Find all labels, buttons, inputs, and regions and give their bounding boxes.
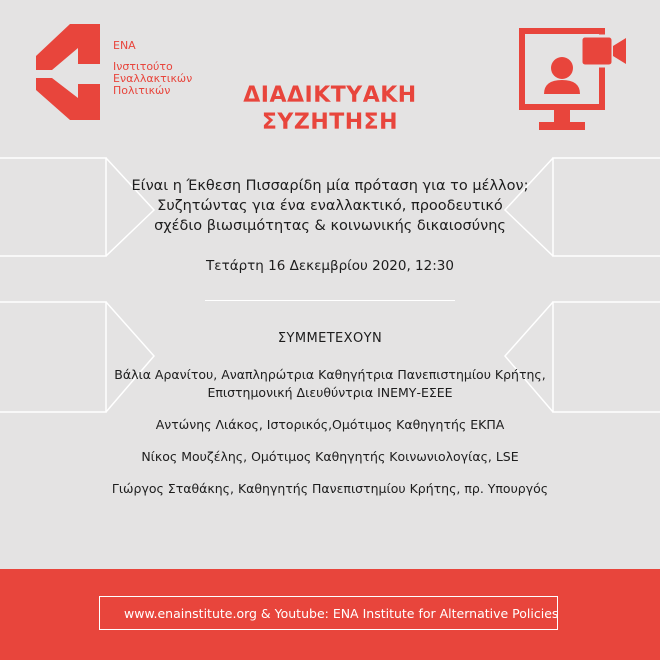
footer-link-box[interactable] [99, 596, 558, 630]
organization-acronym: ΕΝΑ [113, 39, 136, 52]
participant-role: Ομότιμος Καθηγητής Κοινωνιολογίας, LSE [251, 449, 519, 464]
participants-list [0, 366, 660, 512]
participant-role: Καθηγητής Πανεπιστημίου Κρήτης, πρ. Υπουργός [237, 481, 549, 496]
participant-role: Αναπληρώτρια Καθηγήτρια Πανεπιστημίου Κρήτης, [221, 367, 546, 382]
organization-name-line-3: Πολιτικών [113, 84, 171, 97]
participant-1: Βάλια Αρανίτου, Αναπληρώτρια Καθηγήτρια Πανεπιστημίου Κρήτης, Επιστημονική Διευθύντρια ΙΝΕΜΥ-ΕΣΕΕ [0, 366, 660, 402]
event-title-line-2: ΣΥΖΗΤΗΣΗ [261, 110, 399, 135]
divider [205, 300, 455, 301]
question-line-3: σχέδιο βιωσιμότητας & κοινωνικής δικαιοσύνης [154, 218, 506, 234]
discussion-question [0, 176, 660, 236]
participant-role-line-2: Επιστημονική Διευθύντρια ΙΝΕΜΥ-ΕΣΕΕ [207, 385, 453, 400]
participant-4: Γιώργος Σταθάκης, Καθηγητής Πανεπιστημίου Κρήτης, πρ. Υπουργός [111, 481, 549, 496]
video-monitor-icon [519, 28, 629, 136]
participant-name: Αντώνης Λιάκος [155, 417, 259, 432]
participant-name: Γιώργος Σταθάκης [111, 481, 230, 496]
participant-name: Νίκος Μουζέλης [141, 449, 244, 464]
participant-name: Βάλια Αρανίτου [114, 367, 214, 382]
organization-name-line-1: Ινστιτούτο [113, 60, 173, 73]
participant-role: Ιστορικός,Ομότιμος Καθηγητής ΕΚΠΑ [266, 417, 505, 432]
question-line-2: Συζητώντας για ένα εναλλακτικό, προοδευτικό [157, 198, 503, 214]
participant-3: Νίκος Μουζέλης, Ομότιμος Καθηγητής Κοινωνιολογίας, LSE [141, 449, 519, 464]
participant-2: Αντώνης Λιάκος, Ιστορικός,Ομότιμος Καθηγητής ΕΚΠΑ [155, 417, 505, 432]
footer [0, 569, 660, 660]
question-line-1: Είναι η Έκθεση Πισσαρίδη μία πρόταση για το μέλλον; [131, 178, 529, 194]
participants-heading: ΣΥΜΜΕΤΕΧΟΥΝ [277, 331, 383, 346]
event-title-line-1: ΔΙΑΔΙΚΤΥΑΚΗ [243, 83, 417, 108]
organization-name-line-2: Εναλλακτικών [113, 72, 193, 85]
footer-link-text[interactable]: www.enainstitute.org & Youtube: ENA Institute for Alternative Policies [124, 605, 559, 621]
event-date: Τετάρτη 16 Δεκεμβρίου 2020, 12:30 [206, 258, 454, 274]
